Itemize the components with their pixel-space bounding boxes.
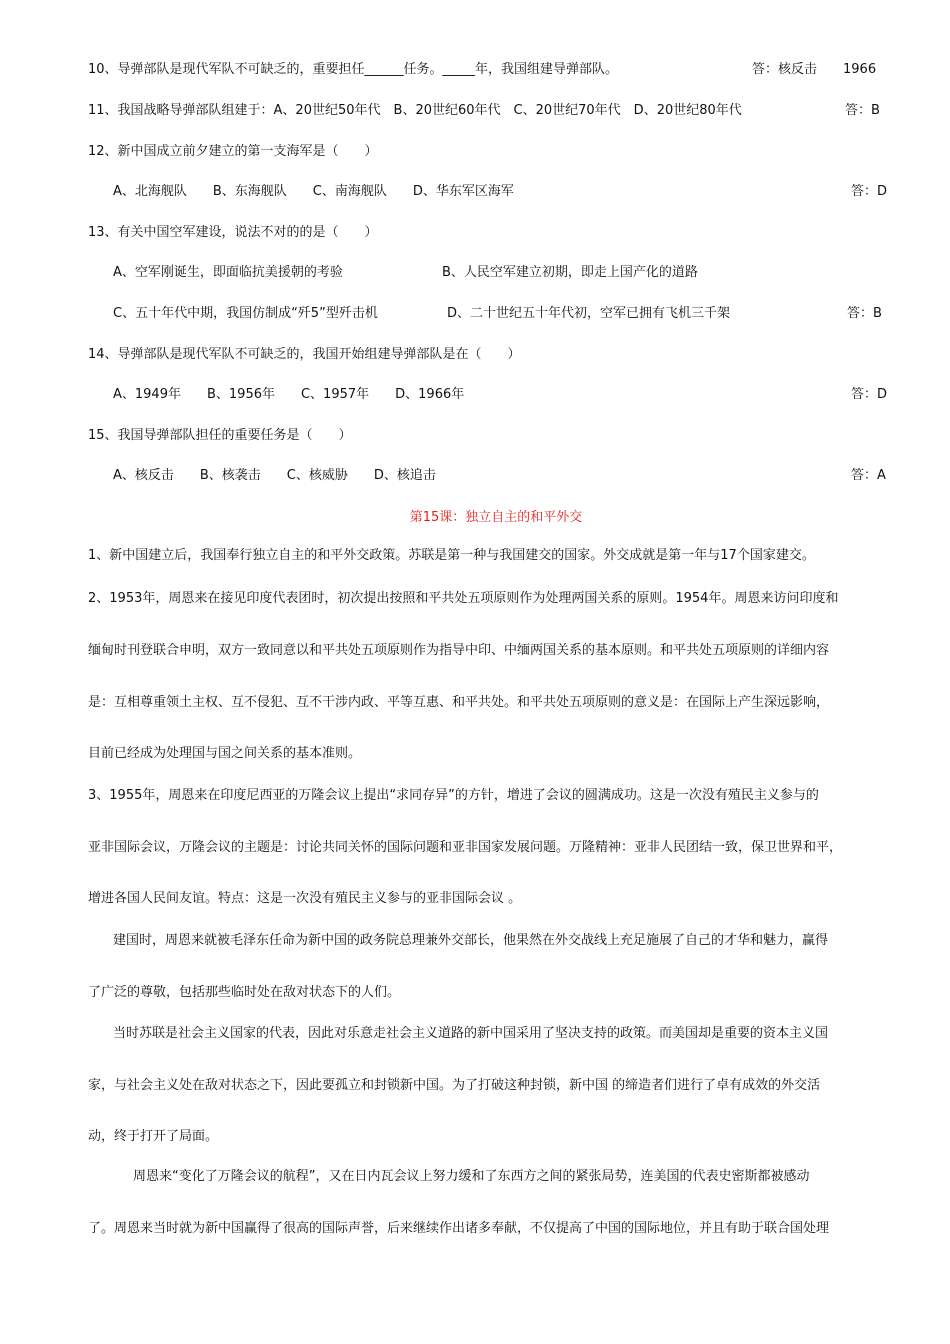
paragraph-5-line-1: 当时苏联是社会主义国家的代表，因此对乐意走社会主义道路的新中国采用了坚决支持的政策。而美国却是重要的资本主义国 [113,1026,829,1041]
question-10: 10、导弹部队是现代军队不可缺乏的，重要担任______任务。_____年，我国组建导弹部队。 [88,62,619,77]
paragraph-3-line-3: 增进各国人民间友谊。特点：这是一次没有殖民主义参与的亚非国际会议 。 [88,891,522,906]
question-13: 13、有关中国空军建设，说法不对的的是（ ） [88,225,378,240]
question-14: 14、导弹部队是现代军队不可缺乏的，我国开始组建导弹部队是在（ ） [88,347,521,362]
question-13-option-b: B、人民空军建立初期，即走上国产化的道路 [442,265,698,280]
paragraph-6-line-1: 周恩来“变化了万隆会议的航程”，又在日内瓦会议上努力缓和了东西方之间的紧张局势，连美国的代表史密斯都被感动 [133,1169,810,1184]
question-12: 12、新中国成立前夕建立的第一支海军是（ ） [88,144,378,159]
paragraph-5-line-2: 家，与社会主义处在敌对状态之下，因此要孤立和封锁新中国。为了打破这种封锁，新中国 的缔造者们进行了卓有成效的外交活 [88,1078,821,1093]
paragraph-2-line-2: 缅甸时刊登联合申明，双方一致同意以和平共处五项原则作为指导中印、中缅两国关系的基本原则。和平共处五项原则的详细内容 [88,643,830,658]
paragraph-1: 1、新中国建立后，我国奉行独立自主的和平外交政策。苏联是第一种与我国建交的国家。外交成就是第一年与17个国家建交。 [88,548,815,563]
paragraph-4-line-1: 建国时，周恩来就被毛泽东任命为新中国的政务院总理兼外交部长，他果然在外交战线上充足施展了自己的才华和魅力，赢得 [113,933,829,948]
lesson-title: 第15课：独立自主的和平外交 [409,510,583,525]
question-11: 11、我国战略导弹部队组建于：A、20世纪50年代 B、20世纪60年代 C、20世纪70年代 D、20世纪80年代 [88,103,742,118]
question-13-option-c: C、五十年代中期，我国仿制成“歼5”型歼击机 [113,306,378,321]
answer-13: 答：B [847,306,882,321]
question-13-option-d: D、二十世纪五十年代初，空军已拥有飞机三千架 [447,306,731,321]
paragraph-2-line-4: 目前已经成为处理国与国之间关系的基本准则。 [88,746,362,761]
paragraph-5-line-3: 动，终于打开了局面。 [88,1129,219,1144]
paragraph-3-line-2: 亚非国际会议，万隆会议的主题是：讨论共同关怀的国际问题和亚非国家发展问题。万隆精神：亚非人民团结一致，保卫世界和平， [88,840,843,855]
question-13-option-a: A、空军刚诞生，即面临抗美援朝的考验 [113,265,343,280]
answer-12: 答：D [851,184,888,199]
question-15: 15、我国导弹部队担任的重要任务是（ ） [88,428,352,443]
question-14-options: A、1949年 B、1956年 C、1957年 D、1966年 [113,387,465,402]
answer-11: 答：B [845,103,880,118]
paragraph-4-line-2: 了广泛的尊敬，包括那些临时处在敌对状态下的人们。 [88,985,401,1000]
answer-14: 答：D [851,387,888,402]
paragraph-2-line-1: 2、1953年，周恩来在接见印度代表团时，初次提出按照和平共处五项原则作为处理两国关系的原则。1954年。周恩来访问印度和 [88,591,839,606]
answer-10: 答：核反击 1966 [752,62,877,77]
paragraph-6-line-2: 了。周恩来当时就为新中国赢得了很高的国际声誉，后来继续作出诸多奉献，不仅提高了中国的国际地位，并且有助于联合国处理 [88,1221,830,1236]
answer-15: 答：A [851,468,886,483]
paragraph-3-line-1: 3、1955年，周恩来在印度尼西亚的万隆会议上提出“求同存异”的方针，增进了会议的圆满成功。这是一次没有殖民主义参与的 [88,788,819,803]
question-12-options: A、北海舰队 B、东海舰队 C、南海舰队 D、华东军区海军 [113,184,514,199]
paragraph-2-line-3: 是：互相尊重领土主权、互不侵犯、互不干涉内政、平等互惠、和平共处。和平共处五项原则的意义是：在国际上产生深远影响， [88,695,830,710]
question-15-options: A、核反击 B、核袭击 C、核威胁 D、核追击 [113,468,436,483]
